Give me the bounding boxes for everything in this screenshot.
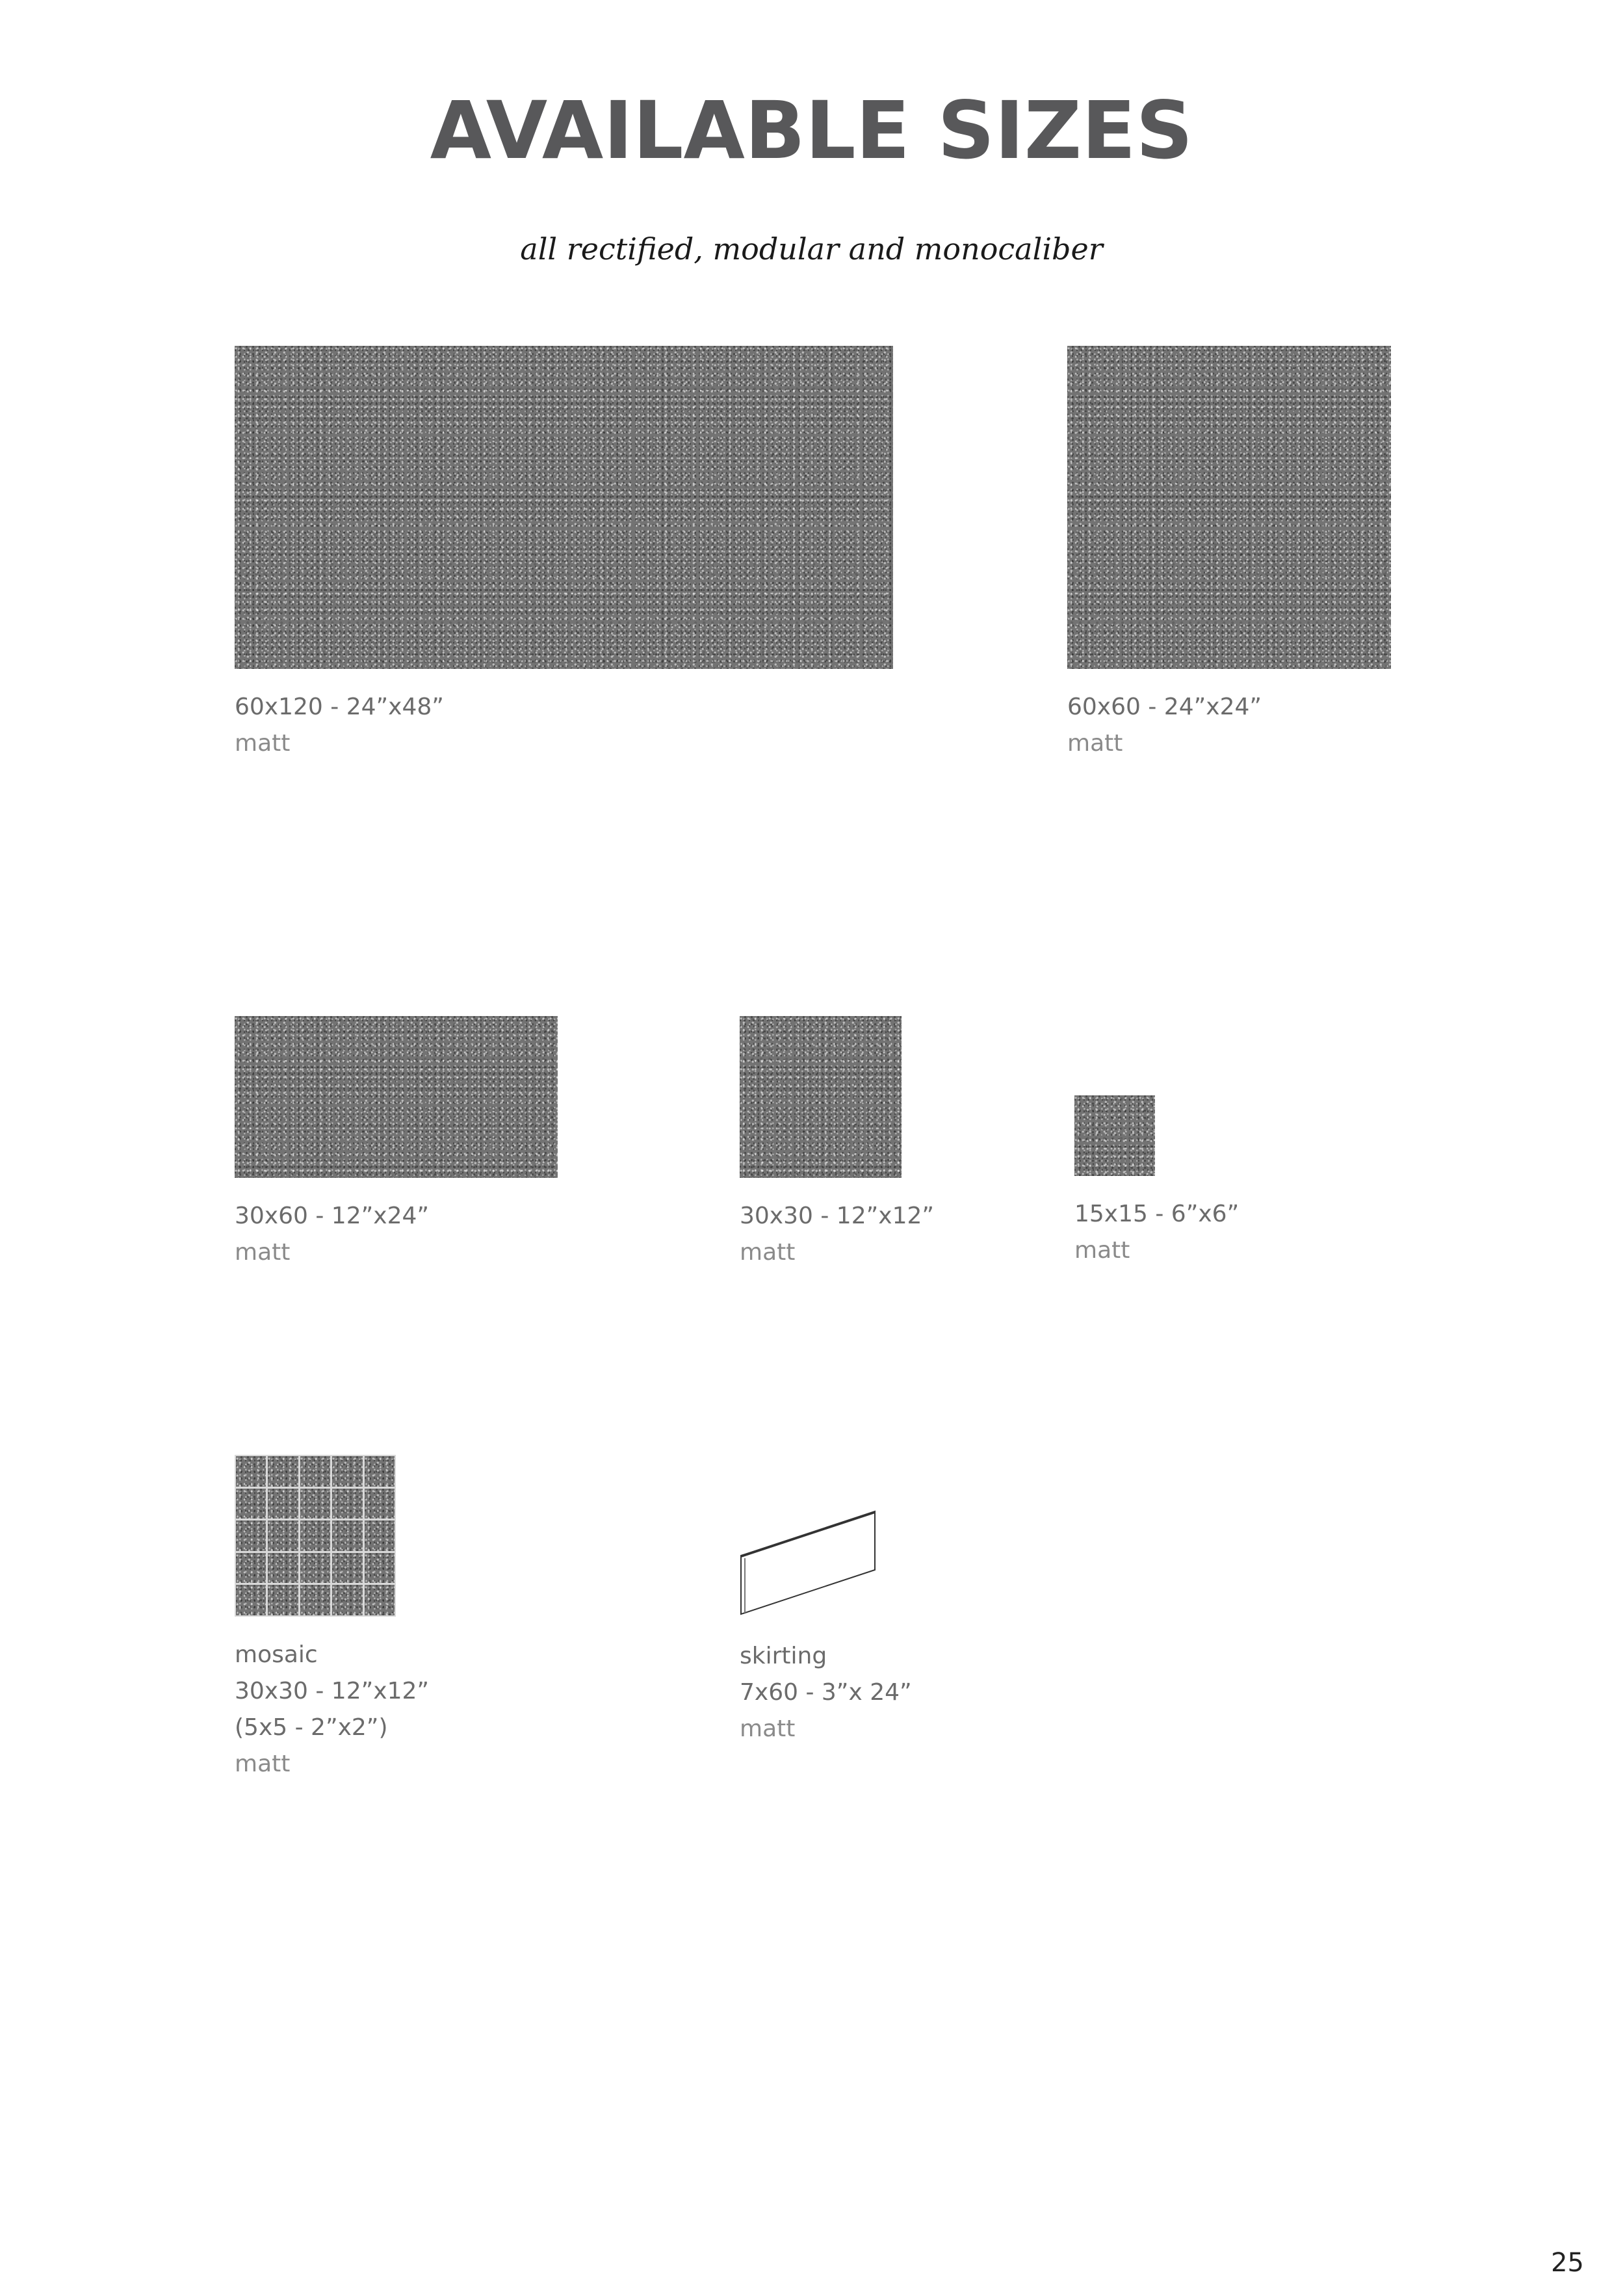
skirting-illustration [734, 1505, 884, 1622]
mosaic-cell [332, 1585, 362, 1615]
size-label: 60x120 - 24”x48” [235, 694, 444, 720]
label-30x30 [740, 1198, 934, 1271]
tile-swatch-15x15 [1074, 1095, 1155, 1176]
tile-swatch-30x30 [740, 1016, 902, 1178]
mosaic-cell [236, 1585, 266, 1615]
finish-label: matt [740, 1715, 796, 1742]
label-60x60 [1067, 689, 1262, 762]
label-30x60 [235, 1198, 429, 1271]
mosaic-cell [268, 1489, 298, 1519]
mosaic-cell [236, 1456, 266, 1487]
mosaic-cell [365, 1553, 395, 1584]
page-number: 25 [1551, 2248, 1584, 2278]
finish-label: matt [740, 1239, 796, 1266]
size-label: 7x60 - 3”x 24” [740, 1679, 912, 1706]
mosaic-cell [332, 1553, 362, 1584]
product-name: mosaic [235, 1641, 318, 1668]
tile-swatch-30x60 [235, 1016, 558, 1178]
mosaic-cell [300, 1520, 330, 1551]
tile-swatch-mosaic [235, 1455, 396, 1617]
label-mosaic [235, 1637, 429, 1782]
label-skirting [740, 1638, 912, 1747]
product-name: skirting [740, 1643, 827, 1669]
finish-label: matt [235, 1751, 291, 1777]
mosaic-cell [365, 1456, 395, 1487]
finish-label: matt [1074, 1237, 1130, 1264]
mosaic-cell [300, 1489, 330, 1519]
mosaic-cell [268, 1585, 298, 1615]
mosaic-cell [332, 1520, 362, 1551]
mosaic-cell [365, 1520, 395, 1551]
mosaic-cell [236, 1520, 266, 1551]
size-label: 15x15 - 6”x6” [1074, 1201, 1240, 1227]
mosaic-cell [268, 1520, 298, 1551]
tile-swatch-60x120 [235, 346, 893, 669]
finish-label: matt [1067, 730, 1123, 757]
size-label: 60x60 - 24”x24” [1067, 694, 1262, 720]
size-label: 30x60 - 12”x24” [235, 1203, 430, 1229]
mosaic-cell [332, 1456, 362, 1487]
mosaic-cell [236, 1489, 266, 1519]
mosaic-cell [300, 1585, 330, 1615]
page-title: AVAILABLE SIZES [430, 85, 1193, 177]
size-label: 30x30 - 12”x12” [740, 1203, 935, 1229]
mosaic-cell [268, 1456, 298, 1487]
mosaic-cell [365, 1585, 395, 1615]
finish-label: matt [235, 730, 291, 757]
label-60x120 [235, 689, 444, 762]
tile-swatch-60x60 [1067, 346, 1391, 669]
label-15x15 [1074, 1196, 1239, 1269]
mosaic-cell [332, 1489, 362, 1519]
mosaic-cell [300, 1456, 330, 1487]
mosaic-cell [365, 1489, 395, 1519]
mosaic-cell [300, 1553, 330, 1584]
page-subtitle: all rectified, modular and monocaliber [520, 231, 1103, 267]
size-label: 30x30 - 12”x12” [235, 1678, 430, 1704]
mosaic-cell [268, 1553, 298, 1584]
mosaic-cell [236, 1553, 266, 1584]
chip-size-label: (5x5 - 2”x2”) [235, 1714, 388, 1741]
finish-label: matt [235, 1239, 291, 1266]
